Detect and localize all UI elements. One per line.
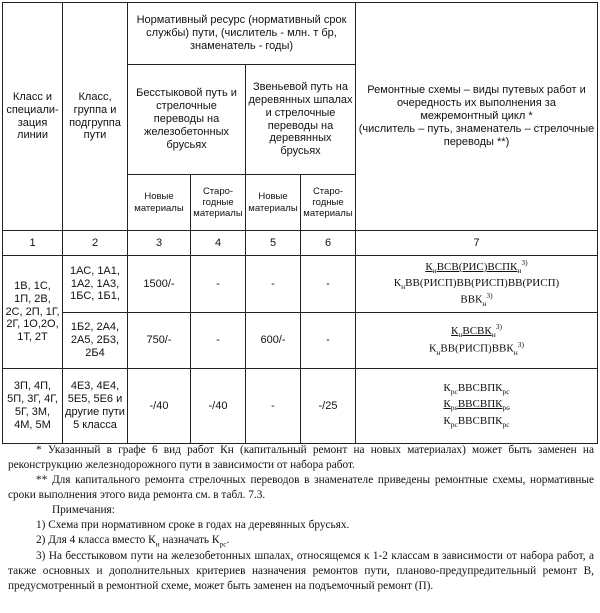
column-number: 4	[191, 231, 246, 256]
scheme-line: $К_{рс}ВВСВПК_{рс}$	[443, 414, 510, 429]
remark-3: 3) На бесстыковом пути на железобетонных шпалах, относящемся к 1-2 классам в зависимости от набора работ, а также основных и дополнительных критериев назначения ремонтов пути, планово-предупредительный ремонт В, предусмотренный в ремонтной схеме, может быть заменен на подъемочный ремонт (П).	[8, 550, 594, 593]
header-track-class: Класс, группа и подгруппа пути	[63, 3, 128, 231]
scheme-line: $К_нВВ(РИСП)ВВК_н^{3)}$	[429, 340, 524, 357]
header-old-materials: Старо-годные материалы	[191, 175, 246, 231]
footnote-star-1: * Указанный в графе 6 вид работ Кн (капитальный ремонт на новых материалах) может быть заменен на реконструкцию железнодорожного пути в зависимости от набора работ.	[8, 444, 594, 472]
remarks-title: Примечания:	[52, 504, 115, 517]
line-class-cell: 3П, 4П, 5П, 3Г, 4Г, 5Г, 3М, 4М, 5М	[3, 369, 63, 444]
header-jointed-track: Звеньевой путь на деревянных шпалах и стрелочные переводы на деревянных брусьях	[246, 65, 356, 175]
repair-schemes-title: Ремонтные схемы – виды путевых работ и очередность их выполнения за межремонтный цикл *	[367, 84, 586, 123]
repair-scheme-cell	[356, 369, 598, 444]
track-group-cell: 4Е3, 4Е4, 5Е5, 5Е6 и другие пути 5 класса	[63, 369, 128, 444]
resource-cell: -	[191, 313, 246, 369]
column-number: 3	[128, 231, 191, 256]
scheme-line: $К_нВСВК_н^{3)}$	[451, 322, 502, 340]
header-jointless-track: Бесстыковой путь и стрелочные переводы на железобетонных брусьях	[128, 65, 246, 175]
header-old-materials: Старо-годные материалы	[301, 175, 356, 231]
column-number: 5	[246, 231, 301, 256]
footnotes	[8, 443, 594, 594]
track-group-cell: 1АС, 1А1, 1А2, 1А3, 1БС, 1Б1,	[63, 256, 128, 313]
track-group-cell: 1Б2, 2А4, 2А5, 2Б3, 2Б4	[63, 313, 128, 369]
line-class-cell: 1В, 1С, 1П, 2В, 2С, 2П, 1Г, 2Г, 1О,2О, 1Т, 2Т	[3, 256, 63, 369]
repair-scheme-cell	[356, 313, 598, 369]
resource-cell: -/25	[301, 369, 356, 444]
scheme-line: $К_нВВ(РИСП)ВВ(РИСП)ВВ(РИСП)$ $ВВК_н^{3)}$	[393, 276, 560, 308]
column-number: 2	[63, 231, 128, 256]
resource-cell: -/40	[128, 369, 191, 444]
header-line-class: Класс и специали-зация линии	[3, 3, 63, 231]
resource-cell: -	[301, 313, 356, 369]
scheme-line: $К_{рс}ВВСВПК_{рс}$	[443, 398, 510, 413]
column-number: 1	[3, 231, 63, 256]
column-number: 7	[356, 231, 598, 256]
repair-schemes-note: (числитель – путь, знаменатель – стрелочные переводы **)	[358, 122, 595, 148]
scheme-line: $К_{рс}ВВСВПК_{рс}$	[443, 382, 510, 397]
header-repair-schemes	[356, 3, 598, 231]
resource-cell: 1500/-	[128, 256, 191, 313]
header-new-materials: Новые материалы	[128, 175, 191, 231]
header-normative-resource: Нормативный ресурс (нормативный срок службы) пути, (числитель - млн. т бр, знаменатель - годы)	[128, 3, 356, 65]
footnote-star-2: ** Для капитального ремонта стрелочных переводов в знаменателе приведены ремонтные схемы, нормативные сроки выполнения этого вида ремонта см. в табл. 7.3.	[8, 474, 594, 502]
resource-cell: 600/-	[246, 313, 301, 369]
resource-cell: 750/-	[128, 313, 191, 369]
resource-cell: -	[246, 256, 301, 313]
remark-2: 2) Для 4 класса вместо $К_н$ назначать $К_{рс}$.	[36, 534, 230, 549]
remark-1: 1) Схема при нормативном сроке в годах на деревянных брусьях.	[36, 519, 350, 532]
column-number: 6	[301, 231, 356, 256]
resource-cell: -/40	[191, 369, 246, 444]
resource-cell: -	[301, 256, 356, 313]
resource-cell: -	[191, 256, 246, 313]
scheme-line: $К_нВСВ(РИС)ВСПК_н^{3)}$	[425, 258, 528, 276]
resource-cell: -	[246, 369, 301, 444]
repair-scheme-cell	[356, 256, 598, 313]
header-new-materials: Новые материалы	[246, 175, 301, 231]
repair-norms-table	[2, 2, 598, 444]
